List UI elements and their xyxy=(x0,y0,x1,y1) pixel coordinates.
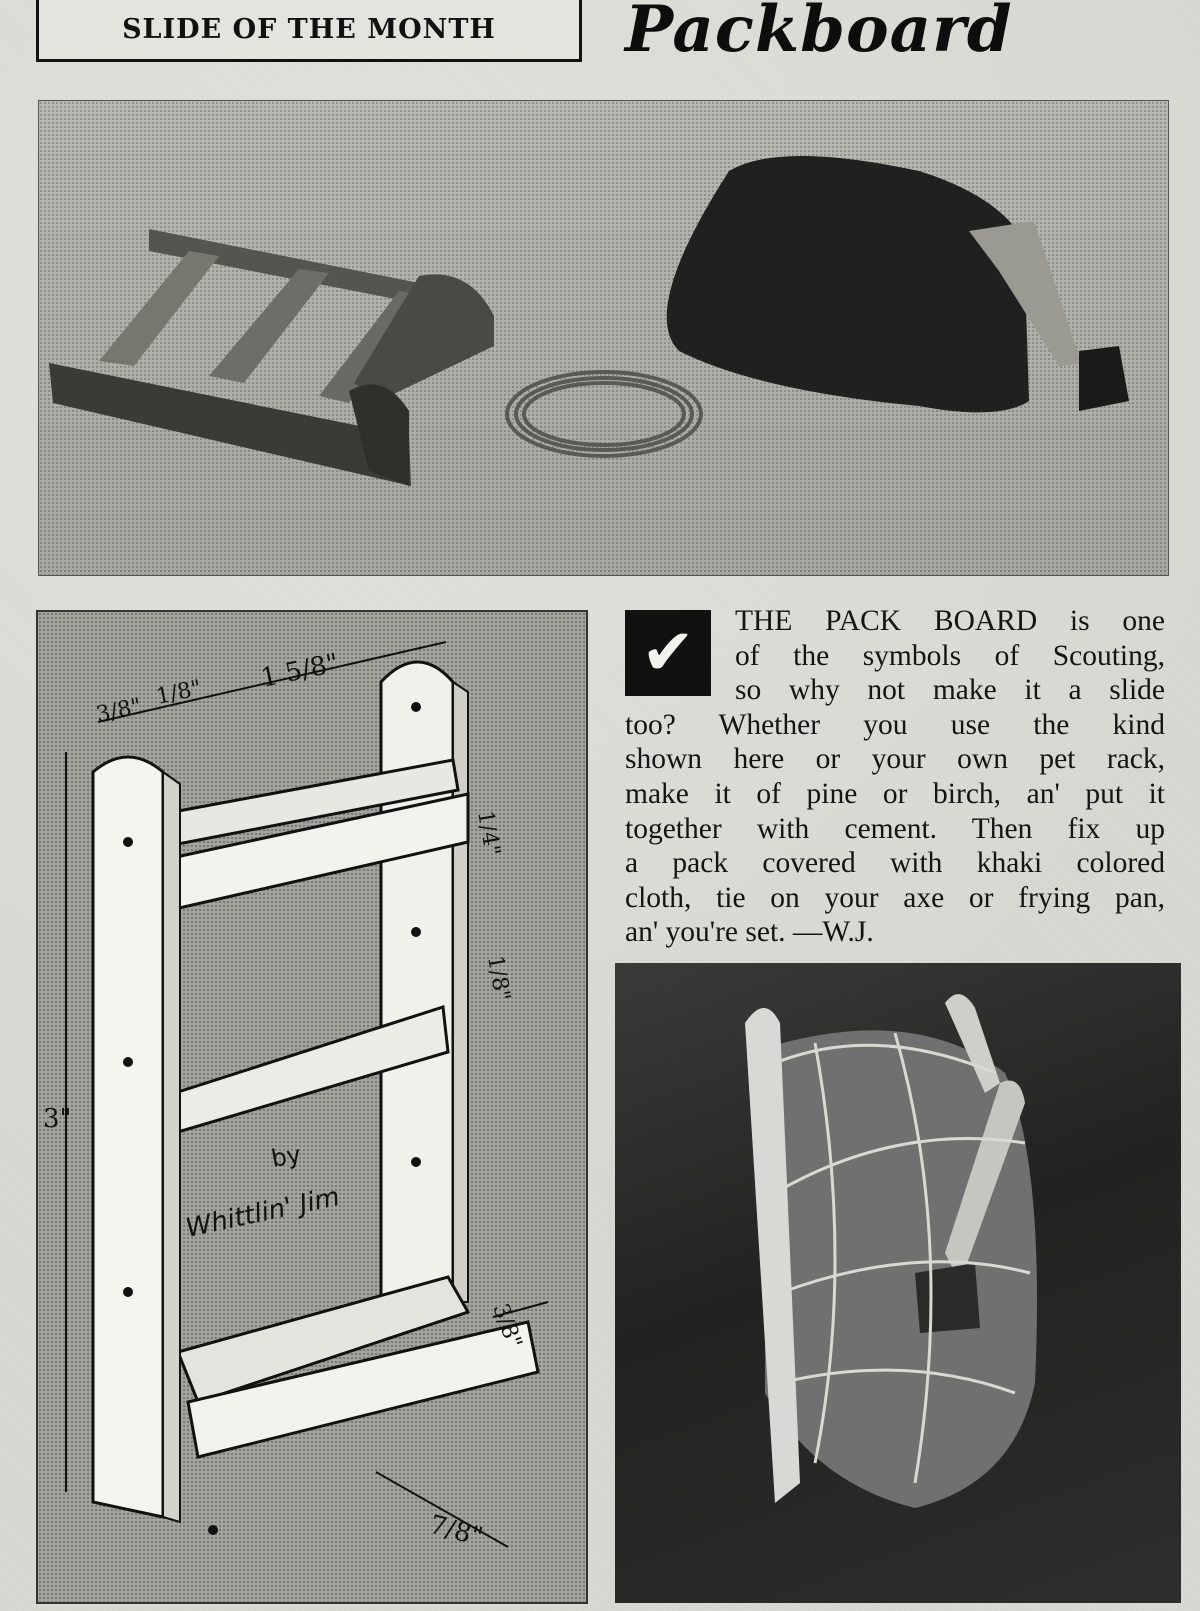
article-line: cloth, tie on your axe or frying pan, xyxy=(625,881,1165,914)
packboard-parts-illustration xyxy=(39,101,1168,575)
dim-bar-thickness: 1/4" xyxy=(472,808,505,858)
packboard-drawing xyxy=(38,612,586,1602)
right-upright xyxy=(381,662,468,1317)
article-line: a pack covered with khaki colored xyxy=(625,847,1165,880)
dim-shelf-thickness: 3/8" xyxy=(487,1300,527,1352)
dim-height: 3" xyxy=(43,1104,72,1134)
article-line: together with cement. Then fix up xyxy=(625,812,1165,845)
article-line: of the symbols of Scouting, xyxy=(735,639,1165,672)
signature: —W.J. xyxy=(792,916,874,949)
article-line: make it of pine or birch, an' put it xyxy=(625,777,1165,810)
crossbars xyxy=(153,760,538,1457)
article-line: shown here or your own pet rack, xyxy=(625,743,1165,776)
credit-by: by xyxy=(269,1140,304,1173)
frame-piece xyxy=(49,229,494,486)
finished-slide-photo xyxy=(615,963,1181,1603)
construction-diagram xyxy=(36,610,588,1604)
article-line: an' you're set. xyxy=(625,916,786,949)
section-label: SLIDE OF THE MONTH xyxy=(122,14,496,45)
article-line: too? Whether you use the kind xyxy=(625,708,1165,741)
twine-coil xyxy=(507,372,701,456)
dim-gap: 1/8" xyxy=(154,675,204,710)
packboard-parts-photo xyxy=(38,100,1169,576)
dim-bar-depth: 1/8" xyxy=(482,953,515,1003)
dim-width: 1 5/8" xyxy=(258,648,342,694)
credit-name: Whittlin' Jim xyxy=(183,1181,343,1244)
dim-post-width: 3/8" xyxy=(94,693,144,728)
article-line: THE PACK BOARD is one xyxy=(735,605,1165,637)
article-last-line xyxy=(625,915,1165,950)
fabric-pack xyxy=(667,156,1129,412)
section-label-box xyxy=(36,0,582,62)
finished-slide-illustration xyxy=(615,963,1181,1603)
article-line: so why not make it a slide xyxy=(735,674,1165,707)
checkmark-glyph: ✔ xyxy=(641,616,695,690)
dim-shelf-depth: 7/8" xyxy=(426,1509,486,1553)
article-text xyxy=(625,604,1165,950)
page-title: Packboard xyxy=(625,0,1013,67)
